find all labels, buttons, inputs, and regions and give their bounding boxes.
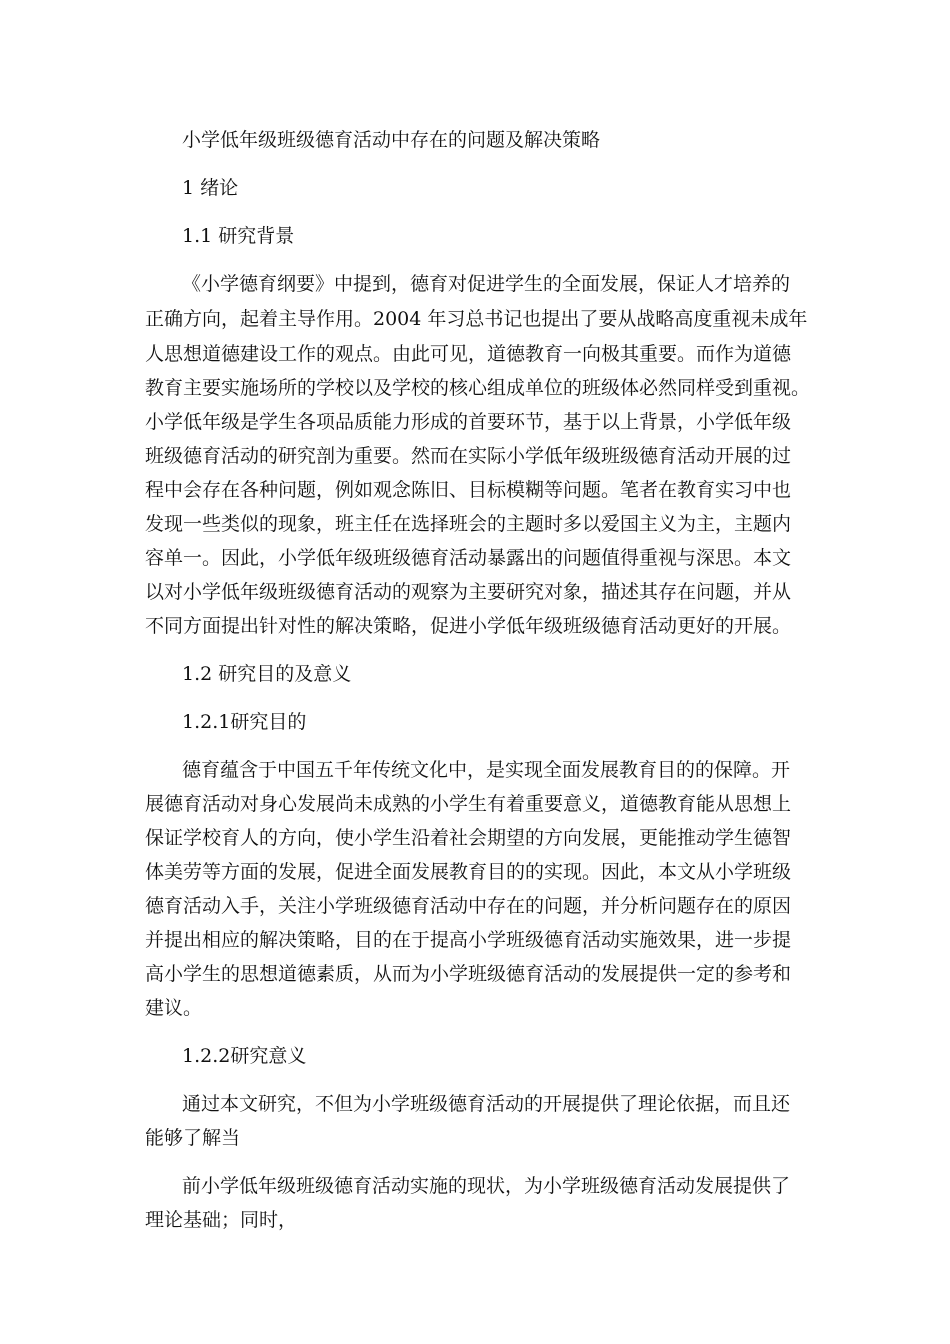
paragraph-2-line: 德育活动入手，关注小学班级德育活动中存在的问题，并分析问题存在的原因 [145,895,792,917]
heading-1-2-1: 1.2.1研究目的 [182,711,307,733]
document-title: 小学低年级班级德育活动中存在的问题及解决策略 [182,129,601,151]
paragraph-1-line: 教育主要实施场所的学校以及学校的核心组成单位的班级体必然同样受到重视。 [145,377,811,399]
paragraph-1-line: 程中会存在各种问题，例如观念陈旧、目标模糊等问题。笔者在教育实习中也 [145,479,792,501]
paragraph-1-line: 班级德育活动的研究剖为重要。然而在实际小学低年级班级德育活动开展的过 [145,445,792,467]
paragraph-1-line: 不同方面提出针对性的解决策略，促进小学低年级班级德育活动更好的开展。 [145,615,792,637]
paragraph-2-line: 建议。 [145,997,203,1019]
paragraph-2-line: 体美劳等方面的发展，促进全面发展教育目的的实现。因此，本文从小学班级 [145,861,792,883]
paragraph-1-line: 发现一些类似的现象，班主任在选择班会的主题时多以爱国主义为主，主题内 [145,513,792,535]
paragraph-1-line: 人思想道德建设工作的观点。由此可见，道德教育一向极其重要。而作为道德 [145,343,792,365]
heading-1-2: 1.2 研究目的及意义 [182,663,352,685]
paragraph-4-line: 前小学低年级班级德育活动实施的现状，为小学班级德育活动发展提供了 [182,1175,791,1197]
heading-1-1: 1.1 研究背景 [182,225,295,247]
paragraph-3-line: 能够了解当 [145,1127,241,1149]
paragraph-1-line: 容单一。因此，小学低年级班级德育活动暴露出的问题值得重视与深思。本文 [145,547,792,569]
paragraph-2-line: 保证学校育人的方向，使小学生沿着社会期望的方向发展，更能推动学生德智 [145,827,792,849]
heading-1-2-2: 1.2.2研究意义 [182,1045,307,1067]
paragraph-1-line: 以对小学低年级班级德育活动的观察为主要研究对象，描述其存在问题，并从 [145,581,792,603]
paragraph-2-line: 德育蕴含于中国五千年传统文化中，是实现全面发展教育目的的保障。开 [182,759,791,781]
paragraph-1-line: 正确方向，起着主导作用。2004 年习总书记也提出了要从战略高度重视未成年 [145,308,808,330]
paragraph-2-line: 高小学生的思想道德素质，从而为小学班级德育活动的发展提供一定的参考和 [145,963,792,985]
paragraph-1-line: 小学低年级是学生各项品质能力形成的首要环节，基于以上背景，小学低年级 [145,411,792,433]
paragraph-2-line: 并提出相应的解决策略，目的在于提高小学班级德育活动实施效果，进一步提 [145,929,792,951]
heading-1: 1 绪论 [182,177,239,199]
paragraph-4-line: 理论基础；同时， [145,1209,298,1231]
paragraph-2-line: 展德育活动对身心发展尚未成熟的小学生有着重要意义，道德教育能从思想上 [145,793,792,815]
paragraph-1-line: 《小学德育纲要》中提到，德育对促进学生的全面发展，保证人才培养的 [182,273,791,295]
paragraph-3-line: 通过本文研究，不但为小学班级德育活动的开展提供了理论依据，而且还 [182,1093,791,1115]
